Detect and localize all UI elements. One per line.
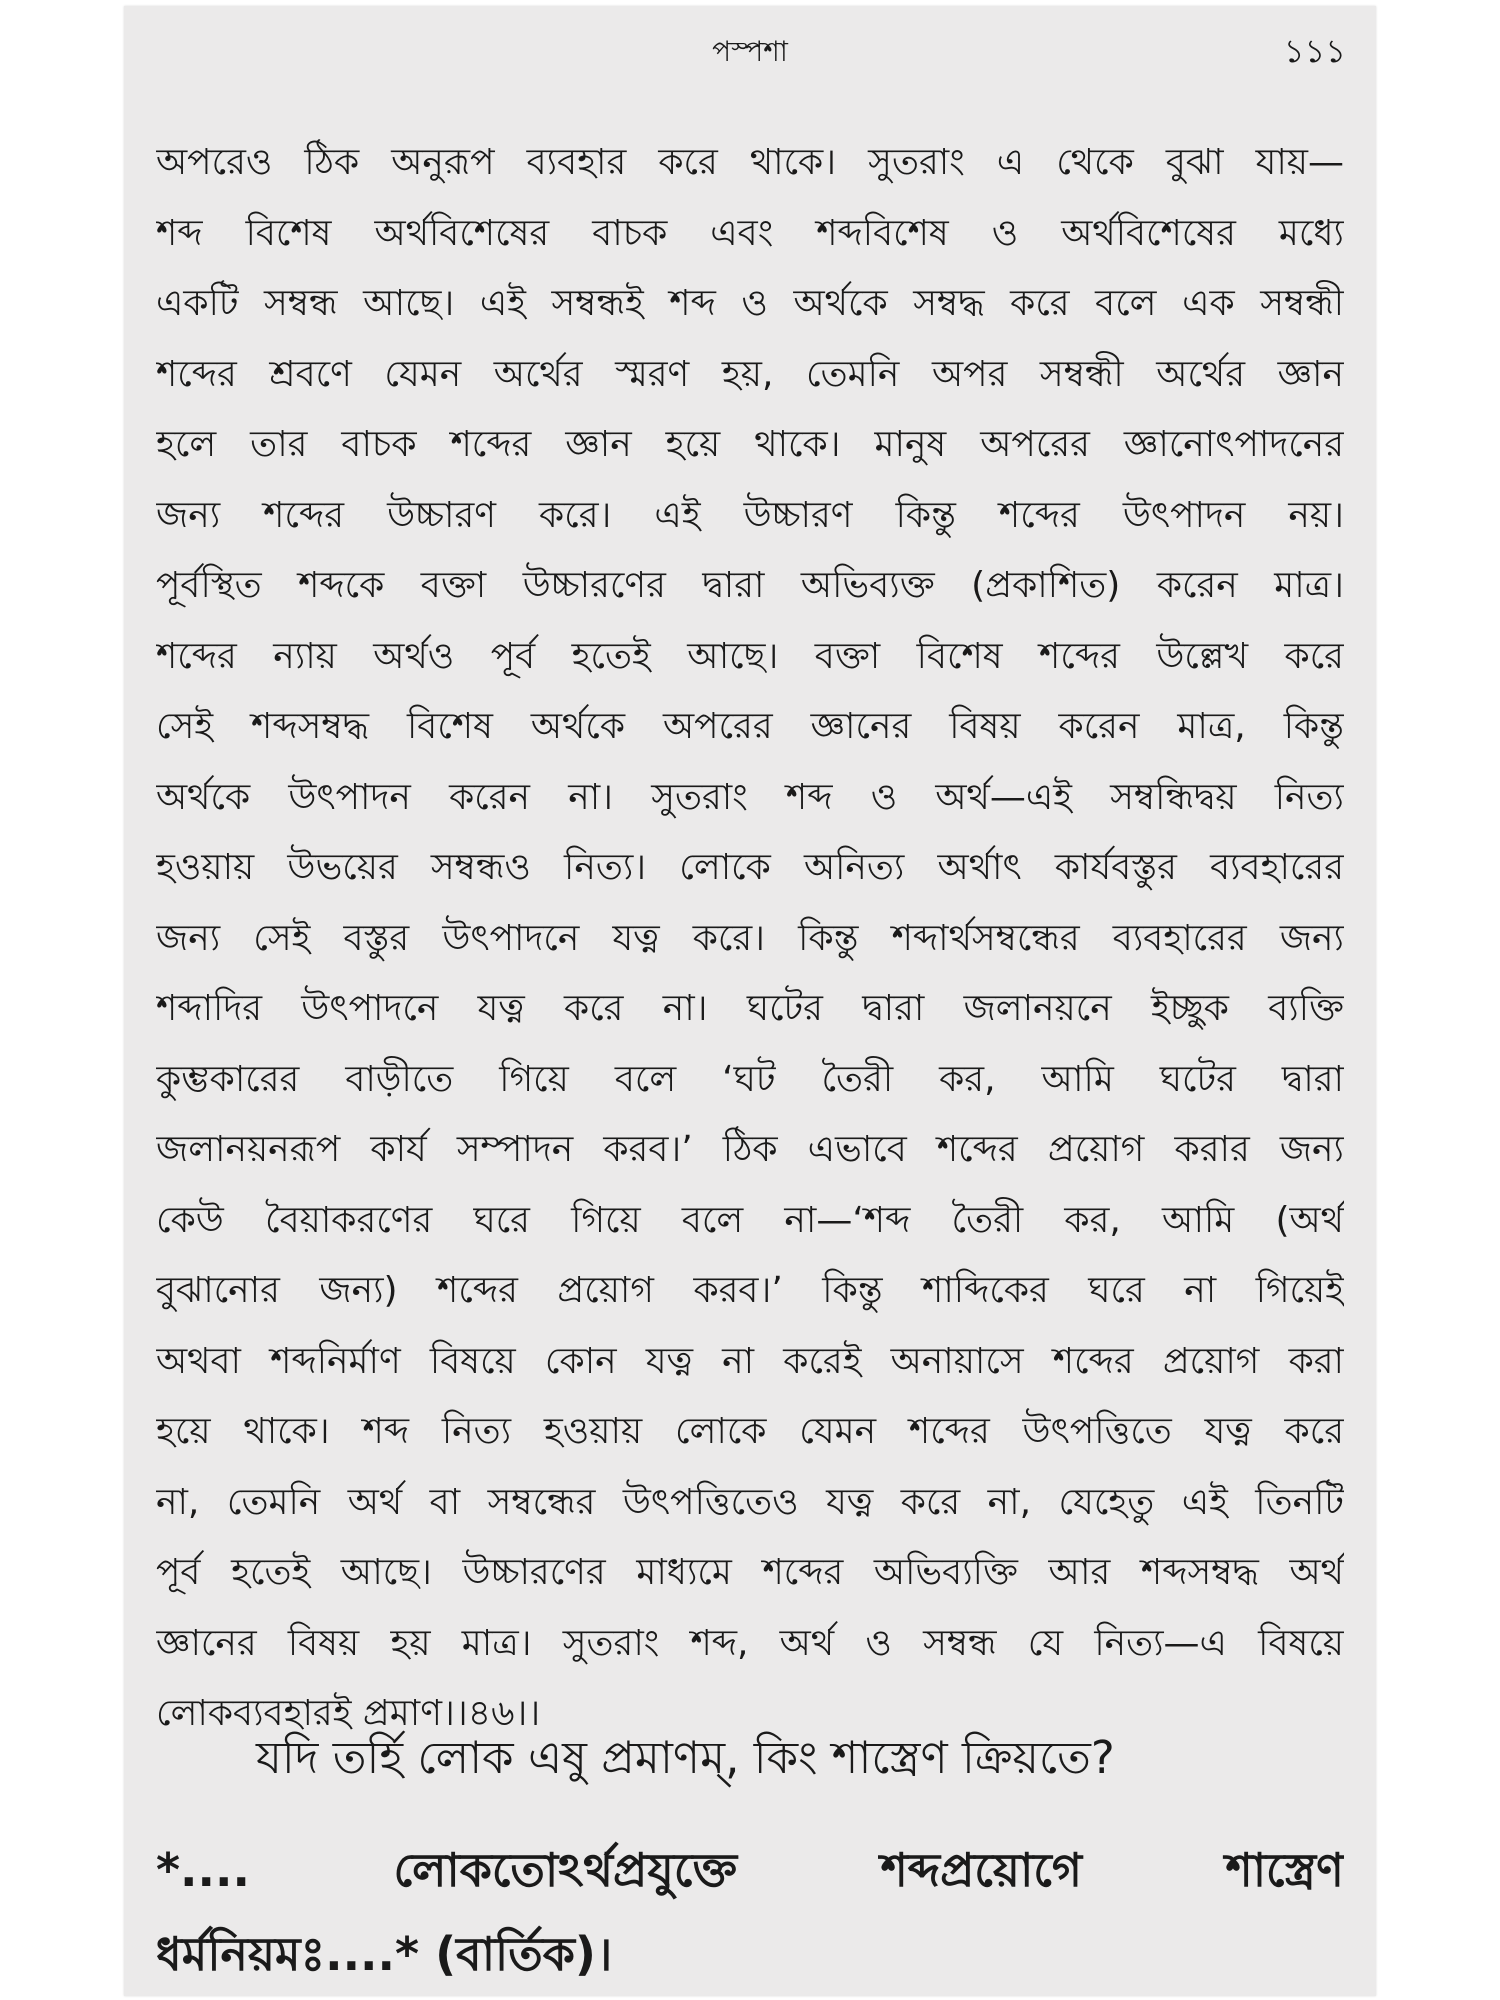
body-paragraph <box>156 128 1344 1750</box>
text-line: শব্দ বিশেষ অর্থবিশেষের বাচক এবং শব্দবিশেষ ও অর্থবিশেষের মধ্যে <box>156 212 1344 254</box>
text-line: লোকব্যবহারই প্রমাণ।।৪৬।। <box>156 1693 541 1734</box>
text-line: পূর্ব হতেই আছে। উচ্চারণের মাধ্যমে শব্দের অভিব্যক্তি আর শব্দসম্বদ্ধ অর্থ <box>156 1552 1344 1593</box>
text-line: সেই শব্দসম্বদ্ধ বিশেষ অর্থকে অপরের জ্ঞানের বিষয় করেন মাত্র, কিন্তু <box>156 706 1344 747</box>
text-line: হলে তার বাচক শব্দের জ্ঞান হয়ে থাকে। মানুষ অপরের জ্ঞানোৎপাদনের <box>156 424 1344 465</box>
running-header <box>154 20 1346 68</box>
text-line: শব্দের শ্রবণে যেমন অর্থের স্মরণ হয়, তেমনি অপর সম্বন্ধী অর্থের জ্ঞান <box>156 353 1344 395</box>
text-line: হওয়ায় উভয়ের সম্বন্ধও নিত্য। লোকে অনিত্য অর্থাৎ কার্যবস্তুর ব্যবহারের <box>156 847 1344 888</box>
text-line: কেউ বৈয়াকরণের ঘরে গিয়ে বলে না—‘শব্দ তৈরী কর, আমি (অর্থ <box>156 1199 1344 1241</box>
text-line: বুঝানোর জন্য) শব্দের প্রয়োগ করব।’ কিন্তু শাব্দিকের ঘরে না গিয়েই <box>156 1270 1344 1311</box>
text-line: জ্ঞানের বিষয় হয় মাত্র। সুতরাং শব্দ, অর্থ ও সম্বন্ধ যে নিত্য—এ বিষয়ে <box>156 1622 1344 1664</box>
verse-line: ধর্মনিয়মঃ....* (বার্তিক)। <box>156 1927 613 1981</box>
vartika-verse <box>156 1828 1344 1996</box>
text-line: অর্থকে উৎপাদন করেন না। সুতরাং শব্দ ও অর্থ—এই সম্বন্ধিদ্বয় নিত্য <box>156 776 1344 818</box>
text-line: জন্য সেই বস্তুর উৎপাদনে যত্ন করে। কিন্তু শব্দার্থসম্বন্ধের ব্যবহারের জন্য <box>156 917 1344 959</box>
text-line: অথবা শব্দনির্মাণ বিষয়ে কোন যত্ন না করেই অনায়াসে শব্দের প্রয়োগ করা <box>156 1340 1344 1382</box>
text-line: কুম্ভকারের বাড়ীতে গিয়ে বলে ‘ঘট তৈরী কর, আমি ঘটের দ্বারা <box>156 1058 1344 1100</box>
book-page <box>124 6 1376 1996</box>
verse-line: *.... লোকতোঽর্থপ্রযুক্তে শব্দপ্রয়োগে শাস্ত্রেণ <box>156 1843 1344 1897</box>
text-line: অপরেও ঠিক অনুরূপ ব্যবহার করে থাকে। সুতরাং এ থেকে বুঝা যায়— <box>156 142 1344 183</box>
text-line: শব্দের ন্যায় অর্থও পূর্ব হতেই আছে। বক্তা বিশেষ শব্দের উল্লেখ করে <box>156 635 1344 677</box>
text-line: জলানয়নরূপ কার্য সম্পাদন করব।’ ঠিক এভাবে শব্দের প্রয়োগ করার জন্য <box>156 1129 1344 1170</box>
text-line: পূর্বস্থিত শব্দকে বক্তা উচ্চারণের দ্বারা অভিব্যক্ত (প্রকাশিত) করেন মাত্র। <box>156 565 1344 606</box>
text-line: না, তেমনি অর্থ বা সম্বন্ধের উৎপত্তিতেও যত্ন করে না, যেহেতু এই তিনটি <box>156 1481 1344 1523</box>
quote-line: যদি তর্হি লোক এষু প্রমাণম্, কিং শাস্ত্রেণ ক্রিয়তে? <box>256 1731 1115 1784</box>
page-number: ১১১ <box>1283 32 1346 70</box>
running-title: পস্পশা <box>712 35 788 68</box>
text-line: হয়ে থাকে। শব্দ নিত্য হওয়ায় লোকে যেমন শব্দের উৎপত্তিতে যত্ন করে <box>156 1411 1344 1452</box>
text-line: একটি সম্বন্ধ আছে। এই সম্বন্ধই শব্দ ও অর্থকে সম্বদ্ধ করে বলে এক সম্বন্ধী <box>156 283 1344 324</box>
text-line: শব্দাদির উৎপাদনে যত্ন করে না। ঘটের দ্বারা জলানয়নে ইচ্ছুক ব্যক্তি <box>156 988 1344 1029</box>
sanskrit-quote <box>156 1718 1344 1798</box>
text-line: জন্য শব্দের উচ্চারণ করে। এই উচ্চারণ কিন্তু শব্দের উৎপাদন নয়। <box>156 494 1344 536</box>
